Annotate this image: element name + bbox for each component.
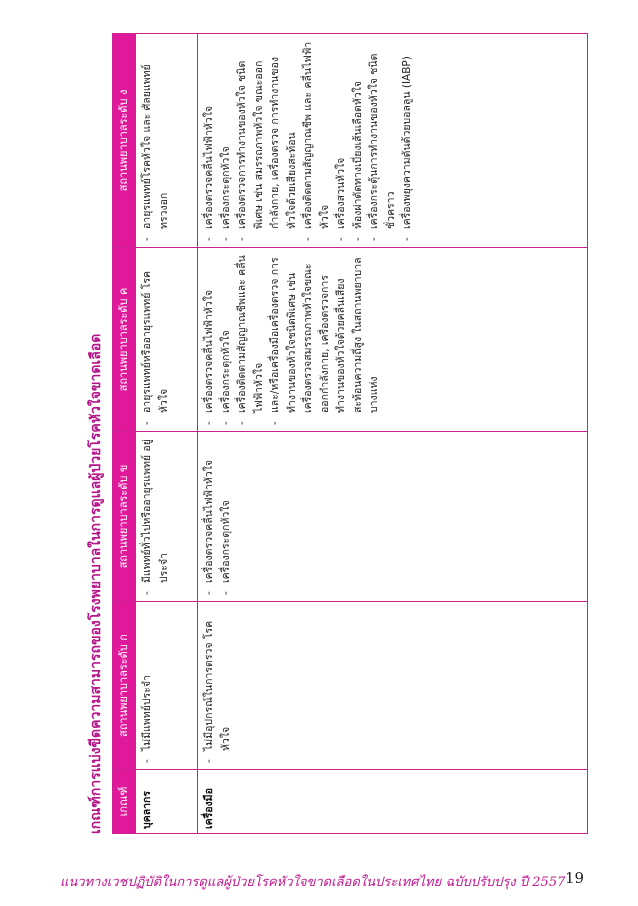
cell-personnel-level-2 [136,432,198,602]
table-row-personnel [136,34,198,834]
header-level-1: สถานพยาบาลระดับ ก [113,602,136,770]
cell-personnel-level-3 [136,248,198,432]
list-item: - เครื่องตรวจคลื่นไฟฟ้าหัวใจ [201,436,218,597]
table-row-equipment [198,34,588,834]
cell-equipment-level-2 [198,432,588,602]
list-item: - เครื่องติดตามสัญญาณชีพและ คลื่นไฟฟ้าหัวใจ [234,252,267,427]
cell-equipment-level-3 [198,248,588,432]
list-item: - เครื่องกระตุ้นการทำงานของหัวใจ ชนิดชั่วคราว [366,38,399,243]
list-item: - เครื่องกระตุกหัวใจ [218,252,235,427]
list-item: - เครื่องพยุงความดันด้วยบอลลูน (IABP) [399,38,416,243]
row-label: บุคลากร [136,770,198,834]
rotated-page [84,34,589,834]
header-level-2: สถานพยาบาลระดับ ข [113,432,136,602]
cell-equipment-level-4 [198,34,588,248]
header-criteria: เกณฑ์ [113,770,136,834]
list-item: - ไม่มีแพทย์ประจำ [139,606,156,765]
header-row [113,34,136,834]
cell-personnel-level-4 [136,34,198,248]
row-label: เครื่องมือ [198,770,588,834]
table-title: เกณฑ์การแบ่งขีดความสามารถของโรงพยาบาลในการดูแลผู้ป่วยโรคหัวใจขาดเลือด [88,333,104,834]
list-item: - ไม่มีอุปกรณ์ในการตรวจ โรคหัวใจ [201,606,234,765]
list-item: - เครื่องกระตุกหัวใจ [218,38,235,243]
list-item: - เครื่องตรวจคลื่นไฟฟ้าหัวใจ [201,252,218,427]
header-level-4: สถานพยาบาลระดับ ง [113,34,136,248]
list-item: - เครื่องติดตามสัญญาณชีพ และ คลื่นไฟฟ้าหัวใจ [300,38,333,243]
cell-personnel-level-1 [136,602,198,770]
list-item: - เครื่องตรวจคลื่นไฟฟ้าหัวใจ [201,38,218,243]
page-footer: แนวทางเวชปฏิบัติในการดูแลผู้ป่วยโรคหัวใจขาดเลือดในประเทศไทย ฉบับปรับปรุง ปี 2557 [60,875,566,890]
list-item: - เครื่องกระตุกหัวใจ [218,436,235,597]
header-level-3: สถานพยาบาลระดับ ค [113,248,136,432]
list-item: - อายุรแพทย์หรืออายุรแพทย์ โรคหัวใจ [139,252,172,427]
list-item: - เครื่องตรวจการทำงานของหัวใจ ชนิดพิเศษ เช่น สมรรถภาพหัวใจ ขณะออกกำลังกาย, เครื่องตรวจ การทำงานของหัวใจด้วยเสียงสะท้อน [234,38,300,243]
list-item: - และ/หรือเครื่องมือเครื่องตรวจ การทำงานของหัวใจชนิดพิเศษ เช่น เครื่องตรวจสมรรถภาพหัวใจขณะ ออกกำลังกาย, เครื่องตรวจการ ทำงานของหัวใจด้วยคลื่นเสียง สะท้อนความถี่สูง ในสถานพยาบาล บางแห่ง [267,252,383,427]
list-item: - อายุรแพทย์โรคหัวใจ และ ศัลยแพทย์ทรวงอก [139,38,172,243]
page-number: 19 [565,869,585,887]
capability-table [112,33,588,834]
list-item: - ห้องผ่าตัดทางเบี่ยงเส้นเลือดหัวใจ [350,38,367,243]
list-item: - มีแพทย์ทั่วไปหรืออายุรแพทย์ อยู่ประจำ [139,436,172,597]
cell-equipment-level-1 [198,602,588,770]
list-item: - เครื่องสวนหัวใจ [333,38,350,243]
